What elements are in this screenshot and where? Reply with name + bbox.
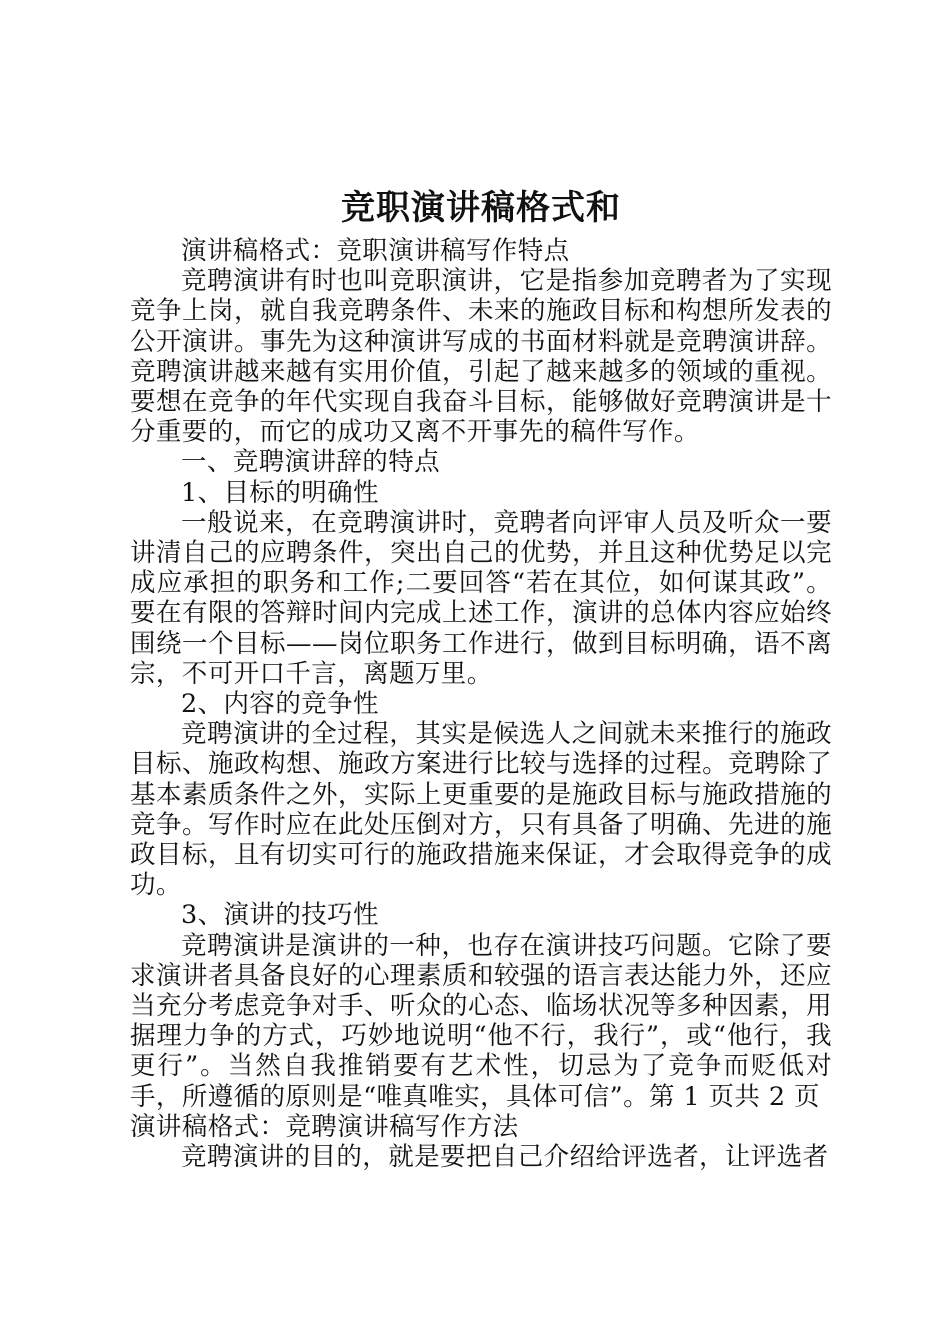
paragraph-target: 一般说来，在竞聘演讲时，竞聘者向评审人员及听众一要讲清自己的应聘条件，突出自己的优势，并且这种优势足以完成应承担的职务和工作;二要回答“若在其位，如何谋其政”。要在有限的答辩时间内完成上述工作，演讲的总体内容应始终围绕一个目标——岗位职务工作进行，做到目标明确，语不离宗，不可开口千言，离题万里。 — [130, 507, 832, 689]
paragraph-subtitle-1: 演讲稿格式：竞职演讲稿写作特点 — [181, 236, 570, 266]
paragraph-competition: 竞聘演讲的全过程，其实是候选人之间就未来推行的施政目标、施政构想、施政方案进行比较与选择的过程。竞聘除了基本素质条件之外，实际上更重要的是施政目标与施政措施的竞争。写作时应在此处压倒对方，只有具备了明确、先进的施政目标，且有切实可行的施政措施来保证，才会取得竞争的成功。 — [130, 719, 832, 901]
subheading-1: 1、目标的明确性 — [181, 477, 379, 508]
document-title: 竞职演讲稿格式和 — [341, 188, 621, 228]
subheading-2: 2、内容的竞争性 — [181, 689, 379, 720]
paragraph-purpose: 竞聘演讲的目的，就是要把自己介绍给评选者，让评选者 — [181, 1142, 829, 1173]
paragraph-subtitle-2: 演讲稿格式：竞聘演讲稿写作方法 — [130, 1111, 519, 1142]
document-page — [130, 180, 832, 1172]
paragraph-technique: 竞聘演讲是演讲的一种，也存在演讲技巧问题。它除了要求演讲者具备良好的心理素质和较强的语言表达能力外，还应当充分考虑竞争对手、听众的心态、临场状况等多种因素，用据理力争的方式，巧妙地说明“他不行，我行”，或“他行，我更行”。当然自我推销要有艺术性，切忌为了竞争而贬低对手，所遵循的原则是“唯真唯实，具体可信”。第 1 页共 2 页 — [130, 930, 832, 1112]
section-heading-1: 一、竞聘演讲辞的特点 — [181, 447, 441, 478]
paragraph-intro: 竞聘演讲有时也叫竞职演讲，它是指参加竞聘者为了实现竞争上岗，就自我竞聘条件、未来的施政目标和构想所发表的公开演讲。事先为这种演讲写成的书面材料就是竞聘演讲辞。竞聘演讲越来越有实用价值，引起了越来越多的领域的重视。要想在竞争的年代实现自我奋斗目标，能够做好竞聘演讲是十分重要的，而它的成功又离不开事先的稿件写作。 — [130, 266, 832, 448]
subheading-3: 3、演讲的技巧性 — [181, 900, 379, 931]
